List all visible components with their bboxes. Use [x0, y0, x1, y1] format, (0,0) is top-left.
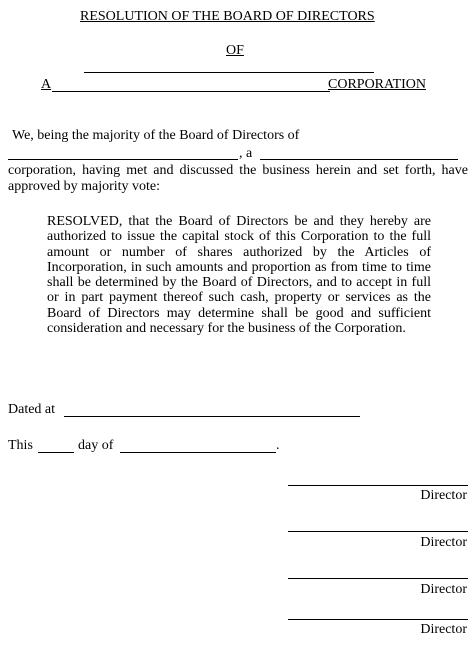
- day-of-label: day of: [78, 438, 114, 453]
- month-field[interactable]: [120, 452, 276, 453]
- director-label: Director: [420, 535, 467, 550]
- dated-at-field[interactable]: [64, 416, 360, 417]
- corporation-name-field[interactable]: [84, 72, 374, 73]
- dated-at-label: Dated at: [8, 402, 56, 417]
- period: .: [276, 438, 280, 453]
- corporation-name-blank[interactable]: [8, 159, 238, 160]
- of-label: OF: [226, 43, 244, 58]
- state-field[interactable]: [52, 91, 330, 92]
- this-label: This: [8, 438, 33, 453]
- intro-text: corporation, having met and discussed the business herein and set forth, have approved by majority vote:: [8, 163, 468, 194]
- director-signature-line[interactable]: [288, 531, 468, 532]
- article-a-label: A: [41, 77, 52, 92]
- day-field[interactable]: [38, 452, 74, 453]
- state-of-incorporation-blank[interactable]: [260, 159, 458, 160]
- director-signature-line[interactable]: [288, 485, 468, 486]
- director-label: Director: [420, 622, 467, 637]
- intro-comma-a: , a: [239, 146, 253, 161]
- director-label: Director: [420, 488, 467, 503]
- resolution-paragraph: RESOLVED, that the Board of Directors be and they hereby are authorized to issue the capital stock of this Corporation to the full amount or number of shares authorized by the Articles of Incorporation, in such amounts and proportion as from time to time shall be determined by the Board of Directors, and to accept in full or in part payment thereof such cash, property or services as the Board of Directors may determine shall be good and sufficient consideration and necessary for the business of the Corporation.: [47, 214, 431, 337]
- director-signature-line[interactable]: [288, 578, 468, 579]
- intro-line-1: We, being the majority of the Board of Directors of: [12, 128, 300, 143]
- corporation-label: CORPORATION: [328, 77, 427, 92]
- document-title: RESOLUTION OF THE BOARD OF DIRECTORS: [80, 9, 375, 24]
- director-signature-line[interactable]: [288, 619, 468, 620]
- director-label: Director: [420, 582, 467, 597]
